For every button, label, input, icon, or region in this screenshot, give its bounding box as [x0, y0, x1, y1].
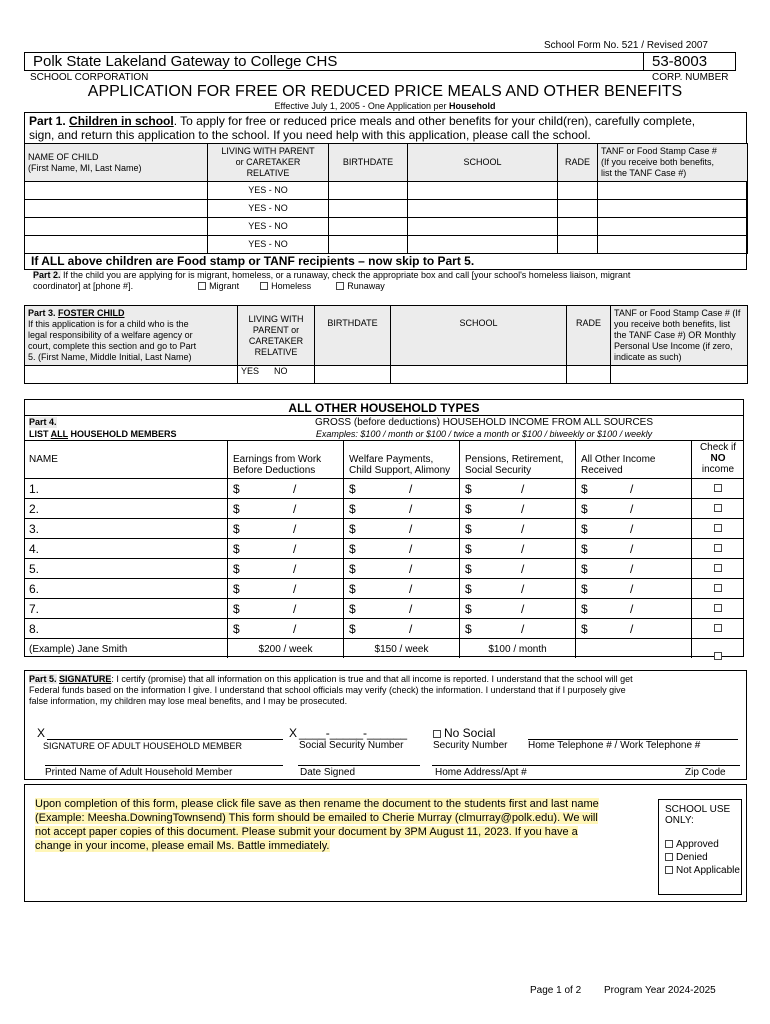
part5-text-3: false information, my children may lose meal benefits, and I may be prosecuted.	[29, 696, 348, 706]
part4-example-name: (Example) Jane Smith	[29, 644, 128, 655]
part1-table	[24, 143, 748, 254]
part1-col-school: SCHOOL	[408, 144, 558, 182]
part1-yes-no-toggle[interactable]: YES - NO	[208, 200, 329, 218]
other-amount-input[interactable]: $	[581, 562, 588, 576]
part1-col-living-2: or CARETAKER	[235, 157, 301, 167]
row-number: 1.	[29, 482, 40, 496]
checkbox-icon	[198, 282, 206, 290]
household-member-row[interactable]	[25, 519, 743, 539]
part4-example-checkbox	[714, 646, 725, 664]
welfare-amount-input[interactable]: $	[349, 622, 356, 636]
part3-text-1: If this application is for a child who is the	[28, 319, 189, 329]
household-member-row[interactable]	[25, 599, 743, 619]
part1-grade-input[interactable]	[558, 218, 598, 236]
no-social-label: No Social	[444, 726, 496, 740]
part3-col-tanf-3: the TANF Case #) OR Monthly	[614, 330, 736, 340]
part3-heading: FOSTER CHILD	[58, 308, 125, 318]
part3-col-tanf-2: you receive both benefits, list	[614, 319, 731, 329]
part3-col-living	[238, 306, 315, 366]
welfare-frequency-input[interactable]: /	[409, 622, 413, 636]
other-amount-input[interactable]: $	[581, 522, 588, 536]
migrant-checkbox[interactable]	[198, 281, 239, 291]
household-member-row[interactable]	[25, 499, 743, 519]
not-applicable-checkbox[interactable]	[665, 865, 740, 876]
earnings-frequency-input[interactable]: /	[293, 562, 297, 576]
part1-birthdate-input[interactable]	[329, 236, 408, 254]
household-member-row[interactable]	[25, 479, 743, 499]
part4-title: ALL OTHER HOUSEHOLD TYPES	[288, 401, 480, 415]
welfare-amount-input[interactable]: $	[349, 562, 356, 576]
part1-instructions	[29, 114, 744, 142]
earnings-frequency-input[interactable]: /	[293, 602, 297, 616]
checkbox-icon	[665, 853, 673, 861]
pensions-frequency-input[interactable]: /	[521, 602, 525, 616]
part4-list-all: ALL	[50, 429, 69, 439]
zip-label: Zip Code	[685, 767, 726, 778]
no-income-checkbox[interactable]	[714, 524, 722, 532]
pensions-amount-input[interactable]: $	[465, 542, 472, 556]
part1-instructions-1: . To apply for free or reduced price meals and other benefits for your child(ren), carefully complete,	[173, 114, 696, 128]
part4-col-earnings-1: Earnings from Work	[233, 454, 322, 465]
part3-yes: YES	[241, 366, 260, 376]
part3-header-row	[25, 306, 748, 366]
ssn-label-2: Security Number	[433, 740, 508, 751]
part3-col-school: SCHOOL	[391, 306, 567, 366]
no-income-checkbox[interactable]	[714, 624, 722, 632]
home-address-label: Home Address/Apt #	[435, 767, 527, 778]
ssn-label: Social Security Number	[299, 740, 404, 751]
part4-col-check	[692, 442, 744, 475]
part1-col-name	[25, 144, 208, 182]
pensions-amount-input[interactable]: $	[465, 562, 472, 576]
part3-text-4: 5. (First Name, Middle Initial, Last Name)	[28, 352, 192, 362]
part1-tanf-input[interactable]	[598, 218, 748, 236]
part3-table	[24, 305, 748, 384]
part1-col-name-1: NAME OF CHILD	[28, 151, 99, 162]
earnings-amount-input[interactable]: $	[233, 482, 240, 496]
earnings-amount-input[interactable]: $	[233, 622, 240, 636]
household-member-row[interactable]	[25, 539, 743, 559]
part1-tanf-input[interactable]	[598, 236, 748, 254]
welfare-frequency-input[interactable]: /	[409, 522, 413, 536]
corp-number-label: CORP. NUMBER	[652, 72, 729, 83]
part4-col-welfare-1: Welfare Payments,	[349, 454, 434, 465]
part4-col-earnings	[233, 454, 321, 476]
approved-checkbox[interactable]	[665, 839, 719, 850]
part1-label: Part 1.	[29, 114, 66, 128]
part3-description	[25, 306, 238, 366]
part1-child-name-input[interactable]	[25, 182, 208, 200]
part1-child-name-input[interactable]	[25, 200, 208, 218]
no-income-checkbox[interactable]	[714, 604, 722, 612]
part4-example-pensions: $100 / month	[488, 644, 547, 655]
effective-text: Effective July 1, 2005 - One Application per	[274, 101, 449, 111]
signature-x: X	[37, 726, 46, 740]
ssn-input[interactable]: ____-_____-______	[299, 726, 408, 740]
welfare-amount-input[interactable]: $	[349, 602, 356, 616]
part2-text	[33, 270, 745, 292]
part3-col-living-3: CARETAKER	[248, 335, 304, 346]
part4-col-pensions	[465, 454, 563, 476]
part4-col-welfare	[349, 454, 450, 476]
school-use-box	[658, 799, 742, 895]
welfare-amount-input[interactable]: $	[349, 502, 356, 516]
part3-yes-no-toggle[interactable]	[238, 366, 315, 384]
earnings-amount-input[interactable]: $	[233, 582, 240, 596]
school-use-title-2: ONLY:	[665, 815, 694, 826]
pensions-frequency-input[interactable]: /	[521, 582, 525, 596]
part3-col-living-2: PARENT or	[252, 324, 300, 335]
other-amount-input[interactable]: $	[581, 502, 588, 516]
pensions-frequency-input[interactable]: /	[521, 482, 525, 496]
part1-child-name-input[interactable]	[25, 218, 208, 236]
earnings-frequency-input[interactable]: /	[293, 622, 297, 636]
part1-child-name-input[interactable]	[25, 236, 208, 254]
part4-col-earnings-2: Before Deductions	[233, 465, 316, 476]
part1-section	[24, 112, 747, 270]
part1-yes-no-toggle[interactable]: YES - NO	[208, 182, 329, 200]
no-income-checkbox[interactable]	[714, 504, 722, 512]
welfare-frequency-input[interactable]: /	[409, 502, 413, 516]
home-address-line[interactable]	[432, 765, 740, 766]
part1-col-tanf-1: TANF or Food Stamp Case #	[601, 146, 717, 156]
row-number: 8.	[29, 622, 40, 636]
approved-label: Approved	[676, 839, 719, 850]
no-social-checkbox[interactable]	[433, 726, 495, 740]
welfare-amount-input[interactable]: $	[349, 582, 356, 596]
welfare-frequency-input[interactable]: /	[409, 582, 413, 596]
part1-col-living-1: LIVING WITH PARENT	[221, 146, 315, 156]
part3-child-name-input[interactable]	[25, 366, 238, 384]
part1-child-row[interactable]	[25, 182, 748, 200]
part1-school-input[interactable]	[408, 218, 558, 236]
corp-number-field[interactable]	[644, 52, 736, 71]
welfare-frequency-input[interactable]: /	[409, 542, 413, 556]
part3-col-tanf	[611, 306, 748, 366]
part3-text-3: court, complete this section and go to Part	[28, 341, 197, 351]
other-frequency-input[interactable]: /	[630, 562, 634, 576]
part5-label: Part 5.	[29, 674, 57, 684]
row-number: 4.	[29, 542, 40, 556]
part1-tanf-input[interactable]	[598, 200, 748, 218]
part5-text-1: : I certify (promise) that all information on this application is true and that all income is reported. I understand that the school will get	[111, 674, 633, 684]
part1-birthdate-input[interactable]	[329, 200, 408, 218]
part4-col-other-2: Received	[581, 465, 623, 476]
notice-section	[24, 784, 747, 902]
program-year: Program Year 2024-2025	[604, 985, 716, 996]
notice-line-3: not accept paper copies of this document. Please submit your document by 3PM August 11, 2023. If you have a	[35, 826, 578, 838]
part1-child-row[interactable]	[25, 200, 748, 218]
row-number: 7.	[29, 602, 40, 616]
part1-skip-note: If ALL above children are Food stamp or TANF recipients – now skip to Part 5.	[31, 254, 475, 268]
part4-col-pensions-1: Pensions, Retirement,	[465, 454, 564, 465]
part1-col-grade: RADE	[558, 144, 598, 182]
pensions-frequency-input[interactable]: /	[521, 522, 525, 536]
part1-col-name-2: (First Name, MI, Last Name)	[28, 162, 142, 173]
part4-col-other-1: All Other Income	[581, 454, 656, 465]
pensions-amount-input[interactable]: $	[465, 502, 472, 516]
pensions-amount-input[interactable]: $	[465, 582, 472, 596]
runaway-checkbox[interactable]	[336, 281, 385, 291]
no-income-checkbox[interactable]	[714, 484, 722, 492]
checkbox-icon	[665, 840, 673, 848]
notice-line-1: Upon completion of this form, please click file save as then rename the document to the students first and last name	[35, 798, 599, 810]
homeless-label: Homeless	[271, 281, 312, 291]
part3-foster-row[interactable]	[25, 366, 748, 384]
part2-text-2: coordinator] at [phone #].	[33, 281, 134, 291]
pensions-frequency-input[interactable]: /	[521, 502, 525, 516]
no-income-checkbox[interactable]	[714, 584, 722, 592]
welfare-frequency-input[interactable]: /	[409, 562, 413, 576]
part4-example-earnings: $200 / week	[258, 644, 313, 655]
part3-school-input[interactable]	[391, 366, 567, 384]
notice-line-2: (Example: Meesha.DowningTownsend) This form should be emailed to Cherie Murray (clmurray@polk.edu). We will	[35, 812, 598, 824]
part4-gross: GROSS (before deductions) HOUSEHOLD INCOME FROM ALL SOURCES	[314, 417, 654, 428]
pensions-amount-input[interactable]: $	[465, 622, 472, 636]
effective-household: Household	[448, 101, 496, 111]
other-frequency-input[interactable]: /	[630, 522, 634, 536]
part3-col-grade: RADE	[567, 306, 611, 366]
part1-grade-input[interactable]	[558, 200, 598, 218]
part2-section	[24, 269, 747, 299]
part4-col-name: NAME	[29, 454, 58, 465]
pensions-frequency-input[interactable]: /	[521, 562, 525, 576]
part1-birthdate-input[interactable]	[329, 182, 408, 200]
earnings-frequency-input[interactable]: /	[293, 482, 297, 496]
row-number: 3.	[29, 522, 40, 536]
row-number: 5.	[29, 562, 40, 576]
welfare-amount-input[interactable]: $	[349, 482, 356, 496]
part1-school-input[interactable]	[408, 236, 558, 254]
row-number: 6.	[29, 582, 40, 596]
part3-label: Part 3.	[28, 308, 56, 318]
notice-text	[35, 797, 655, 853]
part4-col-check-1: Check if	[699, 442, 737, 453]
earnings-frequency-input[interactable]: /	[293, 522, 297, 536]
part3-col-living-1: LIVING WITH	[248, 313, 304, 324]
row-number: 2.	[29, 502, 40, 516]
part1-birthdate-input[interactable]	[329, 218, 408, 236]
household-member-row[interactable]	[25, 579, 743, 599]
notice-line-4: change in your income, please email Ms. Battle immediately.	[35, 840, 330, 852]
school-corporation-label: SCHOOL CORPORATION	[30, 72, 149, 83]
part1-instructions-2: sign, and return this application to the school. If you need help with this application, please call the school.	[29, 128, 591, 142]
part2-text-1: If the child you are applying for is migrant, homeless, or a runaway, check the appropriate box and call [your school's homeless liaison, migrant	[60, 270, 631, 280]
pensions-frequency-input[interactable]: /	[521, 622, 525, 636]
school-use-title	[665, 804, 730, 826]
earnings-frequency-input[interactable]: /	[293, 502, 297, 516]
part1-col-birthdate: BIRTHDATE	[329, 144, 408, 182]
checkbox-icon	[714, 652, 722, 660]
migrant-label: Migrant	[209, 281, 240, 291]
homeless-checkbox[interactable]	[260, 281, 311, 291]
part3-no: NO	[274, 366, 288, 376]
school-corporation-value: Polk State Lakeland Gateway to College CHS	[33, 53, 338, 70]
earnings-amount-input[interactable]: $	[233, 562, 240, 576]
part1-grade-input[interactable]	[558, 236, 598, 254]
household-member-row[interactable]	[25, 619, 743, 639]
part4-example-welfare: $150 / week	[374, 644, 429, 655]
not-applicable-label: Not Applicable	[676, 865, 740, 876]
part4-section	[24, 399, 744, 657]
other-frequency-input[interactable]: /	[630, 502, 634, 516]
part1-heading: Children in school	[69, 114, 174, 128]
part2-label: Part 2.	[33, 270, 61, 280]
part4-col-other	[581, 454, 655, 476]
welfare-amount-input[interactable]: $	[349, 522, 356, 536]
other-frequency-input[interactable]: /	[630, 582, 634, 596]
ssn-x: X	[289, 726, 298, 740]
part5-heading: SIGNATURE	[59, 674, 112, 684]
other-amount-input[interactable]: $	[581, 622, 588, 636]
other-frequency-input[interactable]: /	[630, 482, 634, 496]
part1-col-tanf-2: (If you receive both benefits,	[601, 157, 715, 167]
part4-list-suffix: HOUSEHOLD MEMBERS	[68, 429, 177, 439]
pensions-amount-input[interactable]: $	[465, 602, 472, 616]
other-amount-input[interactable]: $	[581, 482, 588, 496]
part1-child-row[interactable]	[25, 218, 748, 236]
part3-grade-input[interactable]	[567, 366, 611, 384]
part4-list-prefix: LIST	[29, 429, 51, 439]
part1-grade-input[interactable]	[558, 182, 598, 200]
denied-checkbox[interactable]	[665, 852, 708, 863]
checkbox-icon	[433, 730, 441, 738]
other-frequency-input[interactable]: /	[630, 622, 634, 636]
no-income-checkbox[interactable]	[714, 544, 722, 552]
school-corporation-field[interactable]	[24, 52, 644, 71]
part3-col-tanf-5: indicate as such)	[614, 352, 682, 362]
part4-col-pensions-2: Social Security	[465, 465, 532, 476]
runaway-label: Runaway	[347, 281, 385, 291]
effective-date	[0, 101, 770, 112]
part1-school-input[interactable]	[408, 200, 558, 218]
date-signed-label: Date Signed	[300, 767, 356, 778]
pensions-frequency-input[interactable]: /	[521, 542, 525, 556]
part1-yes-no-toggle[interactable]: YES - NO	[208, 236, 329, 254]
corp-number-value: 53-8003	[652, 53, 708, 70]
part3-birthdate-input[interactable]	[315, 366, 391, 384]
other-frequency-input[interactable]: /	[630, 542, 634, 556]
part1-child-row[interactable]	[25, 236, 748, 254]
part3-col-living-4: RELATIVE	[254, 346, 298, 357]
denied-label: Denied	[676, 852, 708, 863]
part1-col-living-3: RELATIVE	[246, 168, 290, 178]
form-number: School Form No. 521 / Revised 2007	[544, 40, 708, 51]
earnings-amount-input[interactable]: $	[233, 522, 240, 536]
page-number: Page 1 of 2	[530, 985, 582, 996]
earnings-amount-input[interactable]: $	[233, 502, 240, 516]
part3-text-2: legal responsibility of a welfare agency or	[28, 330, 193, 340]
printed-name-line[interactable]	[45, 765, 283, 766]
welfare-amount-input[interactable]: $	[349, 542, 356, 556]
part4-list-members	[29, 429, 177, 440]
part4-col-check-2: NO	[710, 453, 726, 464]
part5-text	[29, 674, 744, 707]
signature-line[interactable]	[47, 739, 283, 740]
part3-col-birthdate: BIRTHDATE	[315, 306, 391, 366]
part5-text-2: Federal funds based on the information I give. I understand that school officials may verify (check) the information. I understand that if I purposely give	[29, 685, 626, 695]
pensions-amount-input[interactable]: $	[465, 482, 472, 496]
school-use-title-1: SCHOOL USE	[665, 804, 731, 815]
signature-label: SIGNATURE OF ADULT HOUSEHOLD MEMBER	[43, 741, 243, 751]
school-use-options	[665, 838, 740, 877]
part1-col-living	[208, 144, 329, 182]
checkbox-icon	[336, 282, 344, 290]
no-income-checkbox[interactable]	[714, 564, 722, 572]
pensions-amount-input[interactable]: $	[465, 522, 472, 536]
part1-tanf-input[interactable]	[598, 182, 748, 200]
welfare-frequency-input[interactable]: /	[409, 482, 413, 496]
printed-name-label: Printed Name of Adult Household Member	[45, 767, 233, 778]
date-signed-line[interactable]	[298, 765, 420, 766]
checkbox-icon	[665, 866, 673, 874]
welfare-frequency-input[interactable]: /	[409, 602, 413, 616]
phone-label: Home Telephone # / Work Telephone #	[528, 740, 701, 751]
other-frequency-input[interactable]: /	[630, 602, 634, 616]
part3-col-tanf-4: Personal Use Income (if zero,	[614, 341, 733, 351]
checkbox-icon	[260, 282, 268, 290]
form-title: APPLICATION FOR FREE OR REDUCED PRICE MEALS AND OTHER BENEFITS	[87, 83, 683, 100]
part1-yes-no-toggle[interactable]: YES - NO	[208, 218, 329, 236]
earnings-frequency-input[interactable]: /	[293, 542, 297, 556]
earnings-frequency-input[interactable]: /	[293, 582, 297, 596]
part5-section	[24, 670, 747, 780]
part1-header-row	[25, 144, 748, 182]
part3-col-tanf-1: TANF or Food Stamp Case # (If	[614, 308, 741, 318]
part1-school-input[interactable]	[408, 182, 558, 200]
earnings-amount-input[interactable]: $	[233, 542, 240, 556]
household-member-row[interactable]	[25, 559, 743, 579]
part4-examples: Examples: $100 / month or $100 / twice a month or $100 / biweekly or $100 / weekly	[315, 429, 653, 439]
other-amount-input[interactable]: $	[581, 582, 588, 596]
other-amount-input[interactable]: $	[581, 602, 588, 616]
part4-label: Part 4.	[29, 417, 57, 427]
part4-col-welfare-2: Child Support, Alimony	[349, 465, 451, 476]
earnings-amount-input[interactable]: $	[233, 602, 240, 616]
part1-col-tanf-3: list the TANF Case #)	[601, 168, 687, 178]
part4-col-check-3: income	[701, 464, 735, 475]
part1-col-tanf	[598, 144, 748, 182]
part3-tanf-input[interactable]	[611, 366, 748, 384]
other-amount-input[interactable]: $	[581, 542, 588, 556]
